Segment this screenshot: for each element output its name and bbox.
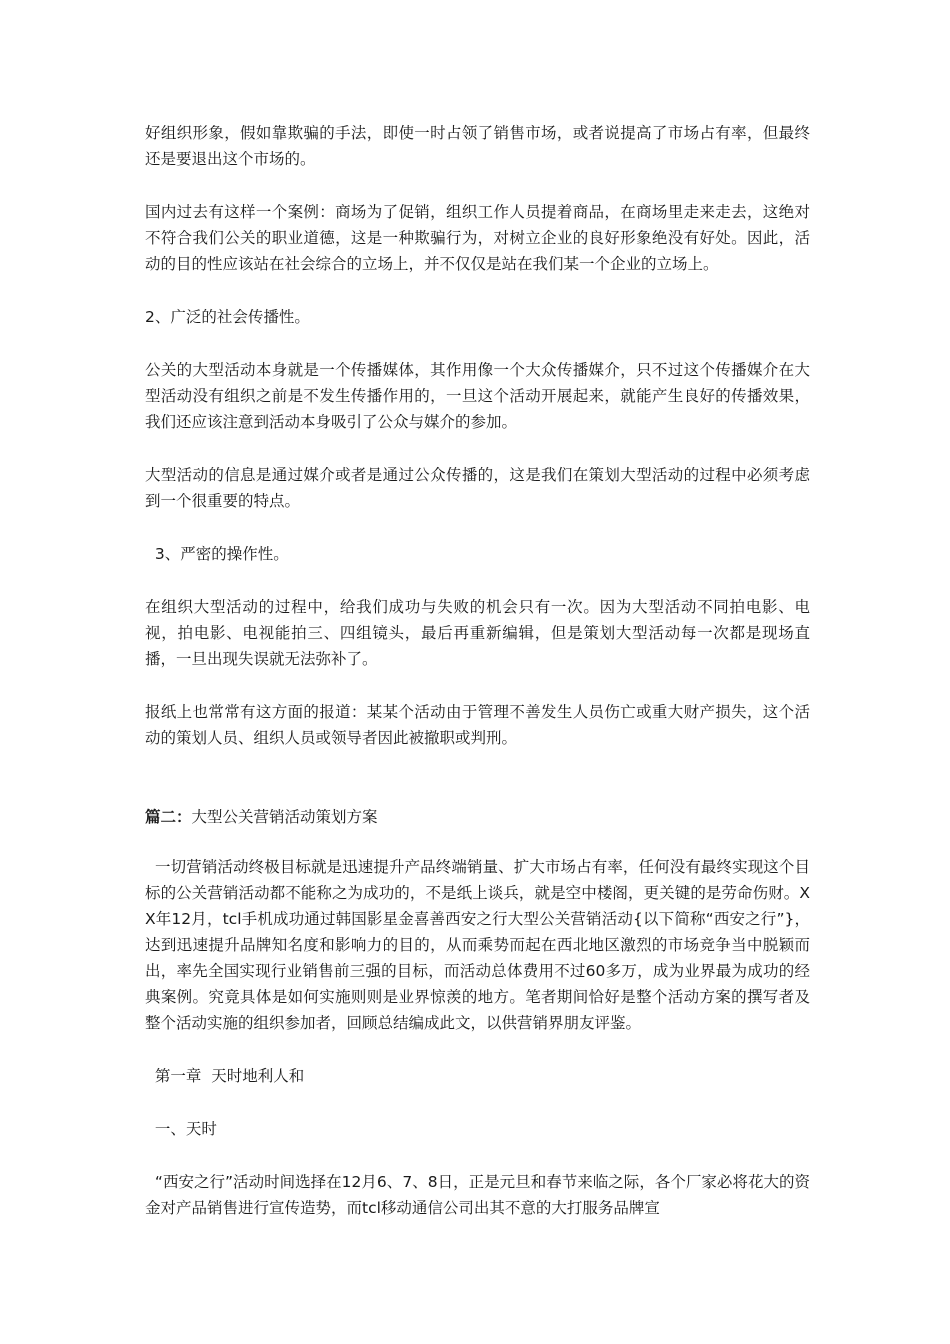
heading-timing: 一、天时 [145, 1120, 217, 1138]
paragraph-goal: 一切营销活动终极目标就是迅速提升产品终端销量、扩大市场占有率，任何没有最终实现这个目标的公关营销活动都不能称之为成功的，不是纸上谈兵，就是空中楼阁，更关键的是劳命伤财。XX年12月，tcl手机成功通过韩国影星金喜善西安之行大型公关营销活动{以下简称“西安之行”}，达到迅速提升品牌知名度和影响力的目的，从而乘势而起在西北地区激烈的市场竞争当中脱颖而出，率先全国实现行业销售前三强的目标，而活动总体费用不过60多万，成为业界最为成功的经典案例。究竟具体是如何实施则则是业界惊羡的地方。笔者期间恰好是整个活动方案的撰写者及整个活动实施的组织参加者，回顾总结编成此文，以供营销界朋友评鉴。 [145, 858, 810, 1032]
paragraph-report: 报纸上也常常有这方面的报道：某某个活动由于管理不善发生人员伤亡或重大财产损失，这个活动的策划人员、组织人员或领导者因此被撤职或判刑。 [145, 703, 810, 747]
heading-chapter-one: 第一章 天时地利人和 [145, 1067, 305, 1085]
paragraph-information: 大型活动的信息是通过媒介或者是通过公众传播的，这是我们在策划大型活动的过程中必须考虑到一个很重要的特点。 [145, 466, 810, 510]
paragraph-case: 国内过去有这样一个案例：商场为了促销，组织工作人员提着商品，在商场里走来走去，这绝对不符合我们公关的职业道德，这是一种欺骗行为，对树立企业的良好形象绝没有好处。因此，活动的目的性应该站在社会综合的立场上，并不仅仅是站在我们某一个企业的立场上。 [145, 203, 810, 273]
paragraph-operation: 在组织大型活动的过程中，给我们成功与失败的机会只有一次。因为大型活动不同拍电影、电视，拍电影、电视能拍三、四组镜头，最后再重新编辑，但是策划大型活动每一次都是现场直播，一旦出现失误就无法弥补了。 [145, 598, 810, 668]
paragraph-media: 公关的大型活动本身就是一个传播媒体，其作用像一个大众传播媒介，只不过这个传播媒介在大型活动没有组织之前是不发生传播作用的，一旦这个活动开展起来，就能产生良好的传播效果，我们还应该注意到活动本身吸引了公众与媒介的参加。 [145, 361, 810, 431]
heading-social-communication: 2、广泛的社会传播性。 [145, 308, 310, 326]
section-heading [145, 804, 810, 830]
section-gap [145, 778, 810, 804]
paragraph-timing: “西安之行”活动时间选择在12月6、7、8日，正是元旦和春节来临之际，各个厂家必将花大的资金对产品销售进行宣传造势，而tcl移动通信公司出其不意的大打服务品牌宣 [145, 1173, 810, 1217]
heading-operation: 3、严密的操作性。 [145, 545, 289, 563]
section-label: 篇二： [145, 808, 192, 826]
paragraph-intro: 好组织形象，假如靠欺骗的手法，即使一时占领了销售市场，或者说提高了市场占有率，但最终还是要退出这个市场的。 [145, 124, 810, 168]
document-page [145, 120, 810, 1221]
section-title: 大型公关营销活动策划方案 [191, 808, 378, 826]
